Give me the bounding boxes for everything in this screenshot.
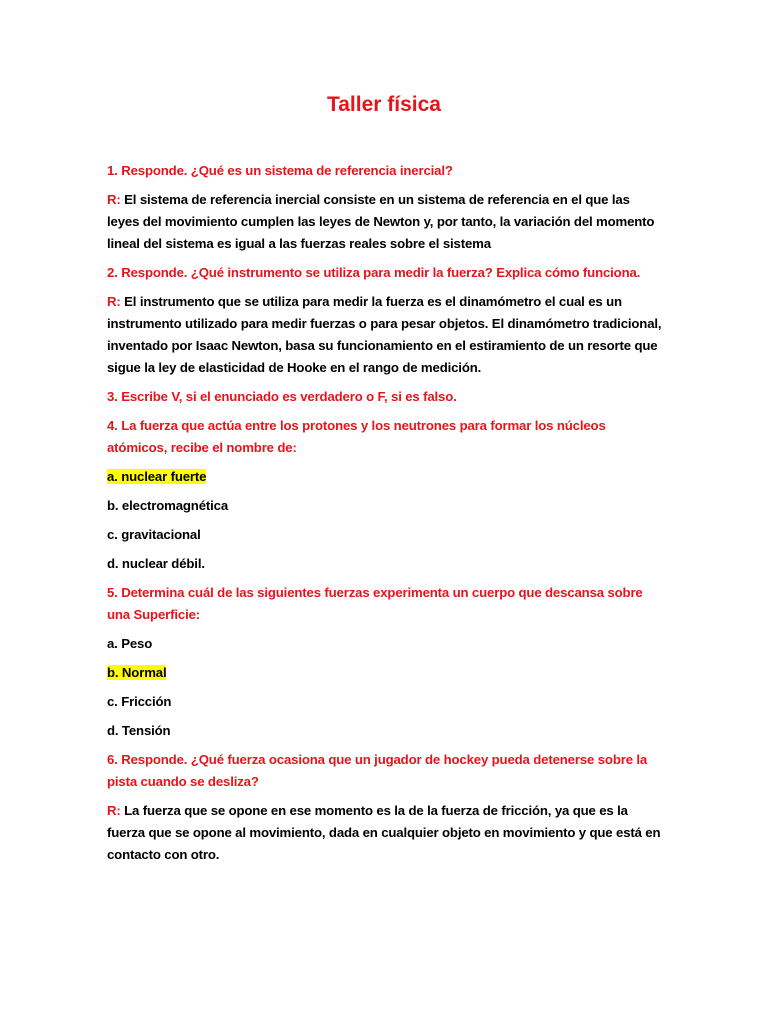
question-2: 2. Responde. ¿Qué instrumento se utiliza para medir la fuerza? Explica cómo funciona. [107,265,641,280]
option-5c: c. Fricción [107,694,172,709]
highlighted-option: b. Normal [107,665,167,680]
question-3: 3. Escribe V, si el enunciado es verdadero o F, si es falso. [107,389,457,404]
option-4d: d. nuclear débil. [107,556,205,571]
answer-1 [107,189,664,255]
answer-2 [107,291,664,379]
document-content [107,160,664,873]
option-5b [107,662,664,684]
option-5a: a. Peso [107,636,153,651]
answer-2-text: El instrumento que se utiliza para medir la fuerza es el dinamómetro el cual es un instrumento utilizado para medir fuerzas o para pesar objetos. El dinamómetro tradicional, inventado por Isaac Newton, basa su funcionamiento en el estiramiento de un resorte que sigue la ley de elasticidad de Hooke en el rango de medición. [107,294,662,375]
answer-label: R: [107,192,121,207]
answer-6-text: La fuerza que se opone en ese momento es la de la fuerza de fricción, ya que es la fuerza que se opone al movimiento, dada en cualquier objeto en movimiento y que está en contacto con otro. [107,803,661,862]
document-title: Taller física [326,93,441,116]
option-4b: b. electromagnética [107,498,229,513]
question-6: 6. Responde. ¿Qué fuerza ocasiona que un jugador de hockey pueda detenerse sobre la pista cuando se desliza? [107,752,648,789]
answer-label: R: [107,294,121,309]
answer-label: R: [107,803,121,818]
option-4c: c. gravitacional [107,527,201,542]
question-1: 1. Responde. ¿Qué es un sistema de referencia inercial? [107,163,453,178]
question-4: 4. La fuerza que actúa entre los protones y los neutrones para formar los núcleos atómicos, recibe el nombre de: [107,418,606,455]
highlighted-option: a. nuclear fuerte [107,469,207,484]
question-5: 5. Determina cuál de las siguientes fuerzas experimenta un cuerpo que descansa sobre una Superficie: [107,585,643,622]
option-5d: d. Tensión [107,723,171,738]
answer-6 [107,800,664,866]
answer-1-text: El sistema de referencia inercial consiste en un sistema de referencia en el que las leyes del movimiento cumplen las leyes de Newton y, por tanto, la variación del momento lineal del sistema es igual a las fuerzas reales sobre el sistema [107,192,655,251]
option-4a [107,466,664,488]
